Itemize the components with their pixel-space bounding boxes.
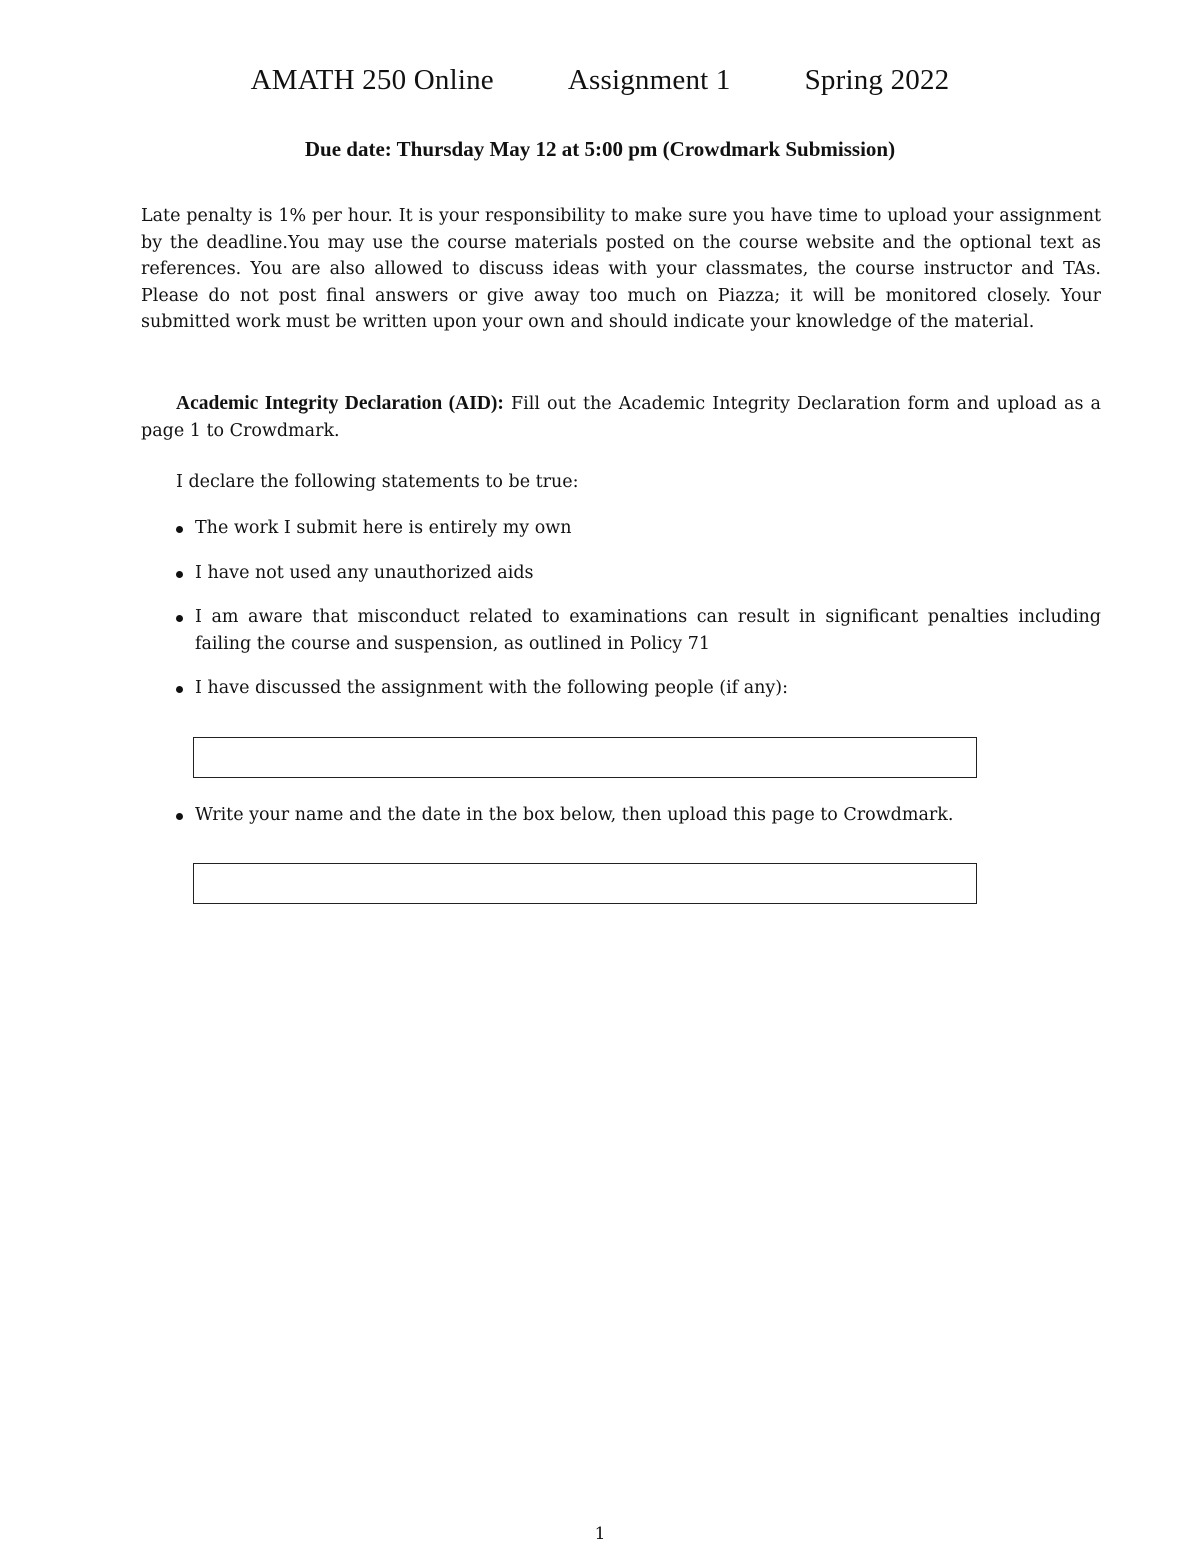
bullet-icon — [176, 813, 183, 820]
list-item — [176, 675, 1101, 702]
list-item — [176, 560, 1101, 587]
list-item-text: I have not used any unauthorized aids — [195, 563, 534, 583]
bullet-icon — [176, 526, 183, 533]
bullet-icon — [176, 615, 183, 622]
bullet-icon — [176, 686, 183, 693]
list-item — [176, 604, 1101, 657]
list-item-text: I have discussed the assignment with the following people (if any): — [195, 678, 789, 698]
due-date: Due date: Thursday May 12 at 5:00 pm (Crowdmark Submission) — [304, 137, 896, 161]
page-header — [0, 64, 1200, 97]
name-date-box[interactable] — [193, 863, 977, 904]
aid-heading: Academic Integrity Declaration (AID): — [176, 393, 504, 414]
list-item — [176, 515, 1101, 542]
list-item — [176, 802, 1101, 829]
list-item-text: Write your name and the date in the box below, then upload this page to Crowdmark. — [195, 805, 954, 825]
declare-statement: I declare the following statements to be true: — [176, 472, 579, 492]
discussed-people-box[interactable] — [193, 737, 977, 778]
term-title: Spring 2022 — [804, 64, 950, 96]
assignment-title: Assignment 1 — [567, 64, 731, 96]
list-item-text: The work I submit here is entirely my own — [195, 518, 572, 538]
course-title: AMATH 250 Online — [250, 64, 494, 96]
bullet-icon — [176, 571, 183, 578]
page-number: 1 — [594, 1524, 606, 1544]
list-item-text: I am aware that misconduct related to examinations can result in significant penalties including failing the course and suspension, as outlined in Policy 71 — [195, 607, 1101, 654]
aid-text: Fill out the Academic Integrity Declaration form and upload as a page 1 to Crowdmark. — [141, 394, 1101, 441]
aid-paragraph — [141, 391, 1101, 444]
intro-paragraph: Late penalty is 1% per hour. It is your responsibility to make sure you have time to upload your assignment by the deadline.You may use the course materials posted on the course website and the optional text as references. You are also allowed to discuss ideas with your classmates, the course instructor and TAs. Please do not post final answers or give away too much on Piazza; it will be monitored closely. Your submitted work must be written upon your own and should indicate your knowledge of the material. — [141, 206, 1101, 333]
